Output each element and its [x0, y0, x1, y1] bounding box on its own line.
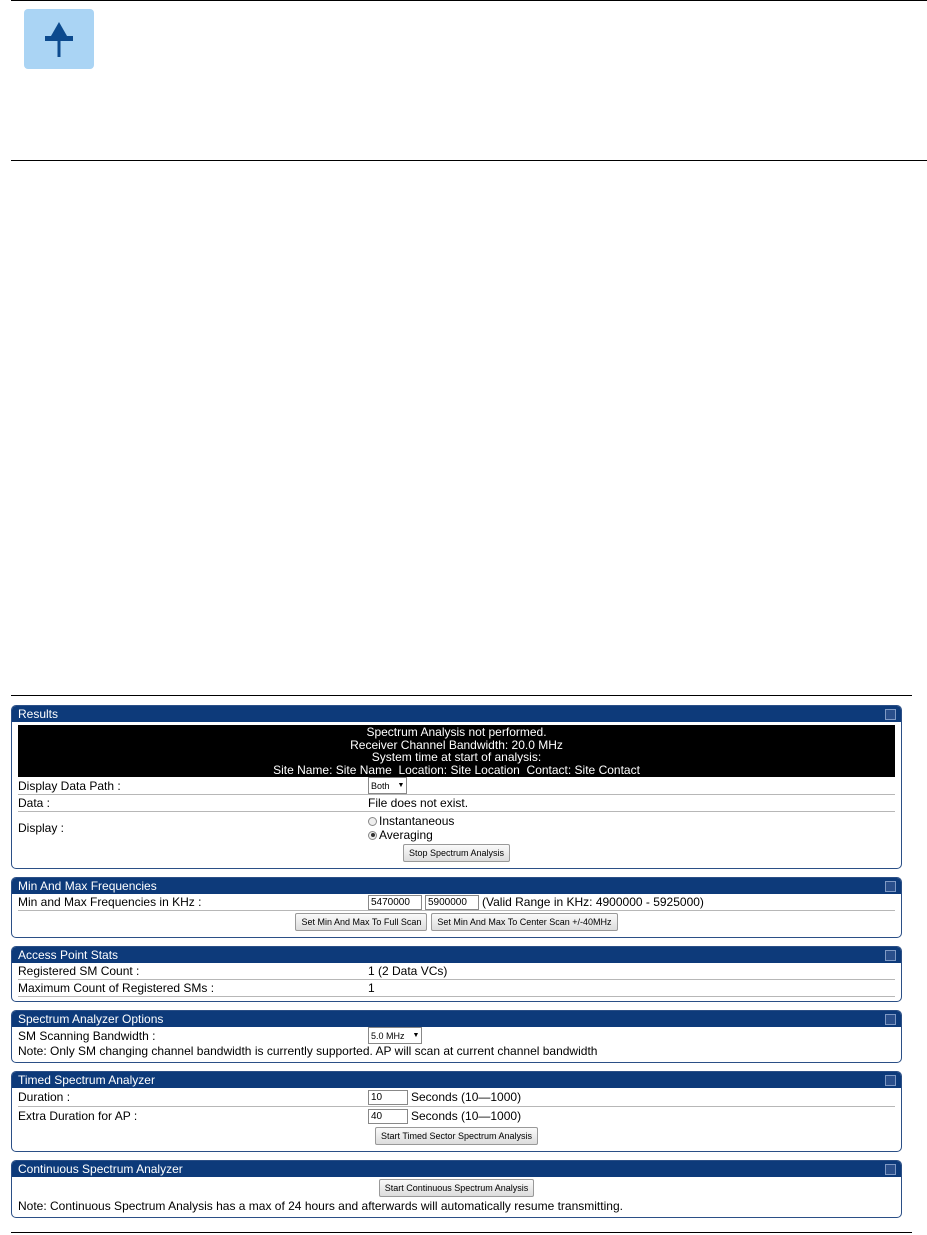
panel-title: Results	[18, 707, 59, 721]
scanning-bandwidth-select[interactable]: 5.0 MHz ▼	[368, 1027, 422, 1044]
duration-input[interactable]: 10	[368, 1090, 408, 1105]
status-line: System time at start of analysis:	[371, 750, 542, 764]
continuous-spectrum-analyzer-panel	[11, 1160, 902, 1218]
frequency-row	[18, 894, 895, 911]
stats-row	[18, 963, 895, 980]
data-row	[18, 795, 895, 812]
extra-duration-row	[18, 1107, 895, 1125]
screenshot-bottom-rule	[11, 1232, 912, 1233]
spectrum-analyzer-options-panel	[11, 1010, 902, 1063]
access-point-stats-panel	[11, 946, 902, 1002]
display-data-path-row	[18, 777, 895, 795]
panel-header	[12, 1072, 901, 1088]
minimize-icon[interactable]	[885, 950, 896, 961]
radio-averaging[interactable]: Averaging	[368, 828, 454, 842]
status-line: Site Name: Site Name Location: Site Location Contact: Site Contact	[273, 762, 640, 777]
minimize-icon[interactable]	[885, 881, 896, 892]
field-label: SM Scanning Bandwidth :	[18, 1028, 156, 1043]
minimize-icon[interactable]	[885, 1075, 896, 1086]
minimize-icon[interactable]	[885, 1014, 896, 1025]
radio-button[interactable]	[368, 817, 377, 826]
minimize-icon[interactable]	[885, 709, 896, 720]
spectrum-analyzer-screen	[11, 705, 902, 1226]
panel-header	[12, 1011, 901, 1027]
chevron-down-icon: ▼	[397, 782, 405, 789]
min-frequency-input[interactable]: 5470000	[368, 895, 422, 910]
panel-header	[12, 1161, 901, 1177]
stop-spectrum-analysis-button[interactable]: Stop Spectrum Analysis	[403, 844, 510, 862]
field-value: 1	[368, 981, 375, 995]
field-label: Display :	[18, 821, 65, 835]
scanning-bandwidth-row	[18, 1027, 895, 1044]
panel-title: Continuous Spectrum Analyzer	[18, 1162, 183, 1176]
field-label: Display Data Path :	[18, 778, 121, 793]
panel-header	[12, 878, 901, 894]
options-note: Note: Only SM changing channel bandwidth is currently supported. AP will scan at current channel bandwidth	[18, 1044, 598, 1058]
display-row	[18, 812, 895, 842]
field-label: Duration :	[18, 1090, 71, 1104]
field-label: Min and Max Frequencies in KHz :	[18, 895, 202, 909]
field-value: 1 (2 Data VCs)	[368, 964, 448, 978]
display-data-path-select[interactable]: Both ▼	[368, 777, 407, 794]
radio-instantaneous[interactable]: Instantaneous	[368, 814, 454, 828]
status-line: Receiver Channel Bandwidth: 20.0 MHz	[350, 737, 563, 752]
panel-title: Spectrum Analyzer Options	[18, 1012, 164, 1026]
valid-range-text: (Valid Range in KHz: 4900000 - 5925000)	[482, 895, 704, 909]
max-frequency-input[interactable]: 5900000	[425, 895, 479, 910]
data-value: File does not exist.	[368, 796, 469, 810]
analysis-status-box	[18, 725, 895, 777]
center-scan-button[interactable]: Set Min And Max To Center Scan +/-40MHz	[431, 913, 617, 931]
start-timed-analysis-button[interactable]: Start Timed Sector Spectrum Analysis	[375, 1127, 538, 1145]
minimize-icon[interactable]	[885, 1164, 896, 1175]
field-label: Registered SM Count :	[18, 964, 140, 978]
panel-title: Access Point Stats	[18, 948, 119, 962]
extra-duration-unit: Seconds (10—1000)	[411, 1109, 522, 1123]
stats-row	[18, 980, 895, 997]
duration-row	[18, 1088, 895, 1107]
note-bottom-rule	[11, 160, 927, 161]
panel-title: Min And Max Frequencies	[18, 879, 157, 893]
panel-header	[12, 706, 901, 722]
results-panel	[11, 705, 902, 869]
pushpin-icon	[24, 9, 94, 69]
timed-spectrum-analyzer-panel	[11, 1071, 902, 1152]
field-label: Maximum Count of Registered SMs :	[18, 981, 215, 995]
panel-header	[12, 947, 901, 963]
panel-title: Timed Spectrum Analyzer	[18, 1073, 155, 1087]
status-line: Spectrum Analysis not performed.	[366, 725, 547, 739]
duration-unit: Seconds (10—1000)	[411, 1090, 522, 1104]
screenshot-top-rule	[11, 695, 912, 696]
continuous-note: Note: Continuous Spectrum Analysis has a max of 24 hours and afterwards will automatically resume transmitting.	[18, 1199, 623, 1213]
field-label: Data :	[18, 796, 51, 810]
chevron-down-icon: ▼	[412, 1032, 420, 1039]
full-scan-button[interactable]: Set Min And Max To Full Scan	[295, 913, 427, 931]
start-continuous-analysis-button[interactable]: Start Continuous Spectrum Analysis	[379, 1179, 535, 1197]
min-max-frequencies-panel	[11, 877, 902, 938]
extra-duration-input[interactable]: 40	[368, 1109, 408, 1124]
radio-button[interactable]	[368, 831, 377, 840]
field-label: Extra Duration for AP :	[18, 1109, 138, 1123]
top-rule	[11, 0, 927, 1]
